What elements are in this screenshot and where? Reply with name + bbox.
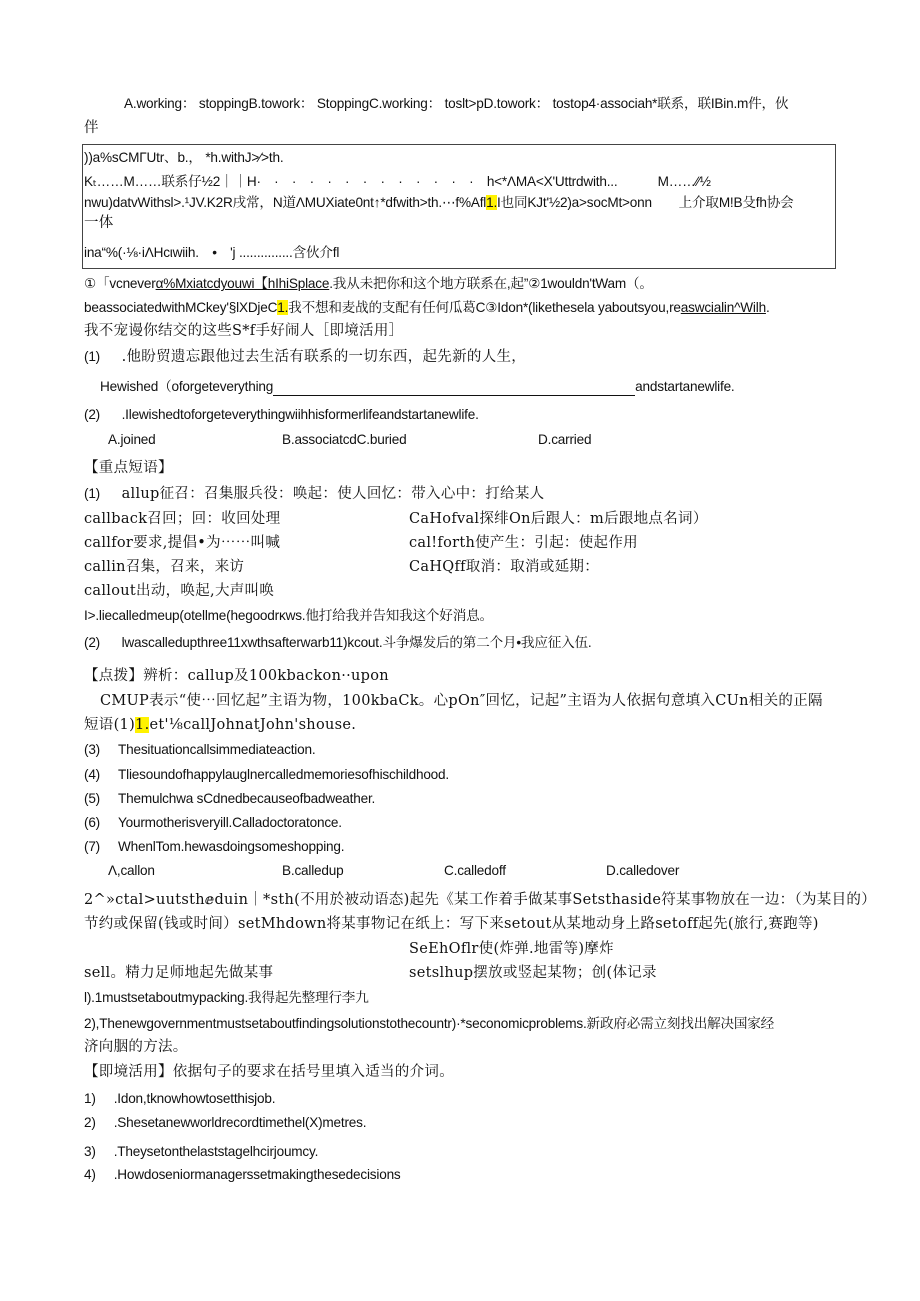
set-phrases-1: 2^»ctal>uutsthⅇduin｜*sth(不用於被动语态)起先《某工作着手做某事Setsthaside符某事物放在一边：（为某目的） [84, 892, 877, 908]
tip-heading: 【点拨】辨析：callup及100kbackon··upon [84, 668, 389, 684]
exercise-6 [84, 814, 342, 832]
phrase-text: allup征召：召集服兵役：唤起：使人回忆：带入心中：打给某人 [121, 486, 545, 502]
option-d: D.calledover [606, 863, 680, 878]
exercise-num: (1) [84, 349, 101, 364]
tip-suffix: et'⅛callJohnatJohn'shouse. [149, 717, 357, 733]
tip-body: CMUP表示“使⋯回忆起”主语为物，100kbaCk。心pOn″回忆，记起”主语为人依据句意填入CUn相关的正隔 [100, 693, 823, 709]
option-d: D.carried [538, 432, 592, 447]
box-line-3-c: n 上介取M!B殳fh协会 [644, 195, 794, 210]
set-example-1: l).1mustsetaboutmypacking.我得起先整理行李九 [84, 990, 369, 1005]
exercise-4 [84, 766, 449, 784]
s2-d: . [765, 300, 770, 315]
exercise-num: (5) [84, 791, 101, 806]
exercise-3 [84, 741, 315, 759]
option-a: Λ,callon [108, 863, 155, 878]
exercise-num: (3) [84, 742, 101, 757]
options-line-top: A.working： stoppingB.towork： StoppingC.working： toslt>pD.towork： tostop4·associah*联系，联IBin.m件，伙 [124, 96, 789, 111]
exercise-1 [84, 348, 526, 366]
exercise-num: (6) [84, 815, 101, 830]
s1-a: ①「vcnever [84, 276, 156, 291]
fill-num: 3) [84, 1144, 96, 1159]
exercise-2 [84, 406, 479, 424]
set-phrases-4-right: setslhup摆放或竖起某物；创(体记录 [409, 965, 657, 981]
box-line-5: ina“%(·⅛·iΛHcιwiih. • 'j ...............含伙介fl [84, 245, 340, 260]
set-phrases-4-left: sell。精力足师地起先做某事 [84, 965, 274, 981]
options-line-top-cont: 伴 [84, 120, 99, 136]
exercise-num: (4) [84, 767, 101, 782]
exercise-7 [84, 838, 344, 856]
exercise-text: Thesituationcallsimmediateaction. [118, 742, 316, 757]
set-example-2-cont: 济向胭的方法。 [84, 1039, 188, 1055]
phrase-left-2: callfor要求,提倡•为⋯⋯叫喊 [84, 535, 281, 551]
phrase-right-3: CaHQff取消：取消或延期： [409, 559, 600, 575]
exercise-text: Yourmotherisveryill.Calladoctoratonce. [118, 815, 342, 830]
s1-b: α%Mxiatcdyouwi【hIhiSplace [155, 276, 330, 291]
box-line-3-b: I也同KJt'½2)a>socMt>on [497, 195, 645, 210]
phrase-text: lwascalledupthree11xwthsafterwarb11)kcout.斗争爆发后的第二个月•我应征入伍. [121, 635, 592, 650]
phrase-right-1: CaHofval探绯On后跟人：m后跟地点名词） [409, 511, 708, 527]
example-sentence-3: 我不宠谩你结交的这些S*f手好闹人［即境活用］ [84, 323, 404, 339]
fill-item-4 [84, 1166, 401, 1184]
box-line-2: Kₜ……M……联系仔½2｜｜H· · · · · · · · · · · · · h<*ΛMA<X'Uttrdwith... M……∕∕½ [84, 174, 711, 189]
phrase-callout: callout出动，唤起,大声叫唤 [84, 583, 275, 599]
fill-text: .Theysetonthelaststagelhcirjoumcy. [113, 1144, 319, 1159]
option-b: B.associatcdC.buried [282, 432, 407, 447]
set-example-2: 2),Thenewgovernmentmustsetaboutfindingsolutionstothecountr)·*seconomicproblems.新政府必需立刻找出解决国家经 [84, 1016, 775, 1031]
set-phrases-3: SeEhOflr使(炸弹.地雷等)摩炸 [409, 941, 614, 957]
exercise-5 [84, 790, 375, 808]
option-a: A.joined [108, 432, 156, 447]
phrase-example-1: I>.liecalledmeup(otellme(hegoodrκws.他打给我并告知我这个好消息。 [84, 608, 493, 623]
s2-b: 我不想和麦战的支配有任何瓜葛C③Idon*(likethesela yaboutsyou,re [288, 300, 681, 315]
tip-body-cont [84, 716, 356, 734]
phrase-num: (1) [84, 486, 101, 501]
exercise-num: (7) [84, 839, 101, 854]
phrase-left-1: callback召回；回：收回处理 [84, 511, 281, 527]
exercise-1-suffix: andstartanewlife. [635, 379, 735, 394]
highlight-mark: 1. [277, 300, 289, 315]
fill-item-1 [84, 1090, 275, 1108]
s2-a: beassociatedwithMCkey'§lXDjeC [84, 300, 278, 315]
answer-blank[interactable] [273, 381, 635, 396]
exercise-num: (2) [84, 407, 101, 422]
example-sentence-2 [84, 299, 770, 317]
set-phrases-2: 节约或保留(钱或时间）setMhdown将某事物记在纸上：写下来setout从某地动身上路setoff起先(旅行,赛跑等) [84, 916, 819, 932]
box-line-1: ))a%sCMΓUtr、b.， *h.withJ>∕>th. [84, 150, 284, 165]
option-c: C.calledoff [444, 863, 506, 878]
exercise-text: .Ilewishedtoforgeteverythingwiihhisformerlifeandstartanewlife. [121, 407, 479, 422]
exercise-1-english [100, 378, 735, 396]
phrase-example-2 [84, 634, 591, 652]
highlight-mark: 1. [135, 717, 150, 733]
phrase-callup [84, 485, 544, 503]
s2-c: aswcialin^Wilh [680, 300, 766, 315]
tip-prefix: 短语(1) [84, 717, 136, 733]
section-heading-phrases: 【重点短语】 [84, 460, 173, 476]
fill-item-2 [84, 1114, 366, 1132]
fill-num: 2) [84, 1115, 96, 1130]
exercise-1-prefix: Hewished（oforgeteverything [100, 379, 274, 394]
option-b: B.calledup [282, 863, 344, 878]
exercise-text: Themulchwa sCdnedbecauseofbadweather. [118, 791, 376, 806]
example-sentence-1 [84, 275, 653, 293]
phrase-left-3: callin召集，召来，来访 [84, 559, 245, 575]
fill-num: 1) [84, 1091, 96, 1106]
fill-item-3 [84, 1143, 318, 1161]
highlight-mark: 1. [486, 195, 498, 210]
section-heading-fill: 【即境活用】依据句子的要求在括号里填入适当的介词。 [84, 1064, 454, 1080]
fill-text: .Shesetanewworldrecordtimethel(X)metres. [113, 1115, 367, 1130]
fill-num: 4) [84, 1167, 96, 1182]
phrase-right-2: cal!forth使产生：引起：使起作用 [409, 535, 638, 551]
fill-text: .Howdoseniormanagerssetmakingthesedecisions [113, 1167, 401, 1182]
box-line-3-a: nwu)datvWithsl>.¹JV.K2R戌常，N道ΛMUXiate0nt↑*dfwith>th.⋯f%Afl [84, 195, 487, 210]
fill-text: .Idon,tknowhowtosetthisjob. [113, 1091, 276, 1106]
exercise-text: WhenlTom.hewasdoingsomeshopping. [118, 839, 345, 854]
box-line-4: 一体 [84, 215, 114, 231]
exercise-text: Tliesoundofhappylauglnercalledmemoriesofhischildhood. [118, 767, 449, 782]
box-line-3 [84, 194, 794, 212]
exercise-text: .他盼贸遗忘跟他过去生活有联系的一切东西，起先新的人生， [121, 349, 527, 365]
phrase-num: (2) [84, 635, 101, 650]
s1-c: .我从未把你和这个地方联系在,起”②1wouldn'tWam（。 [329, 276, 653, 291]
